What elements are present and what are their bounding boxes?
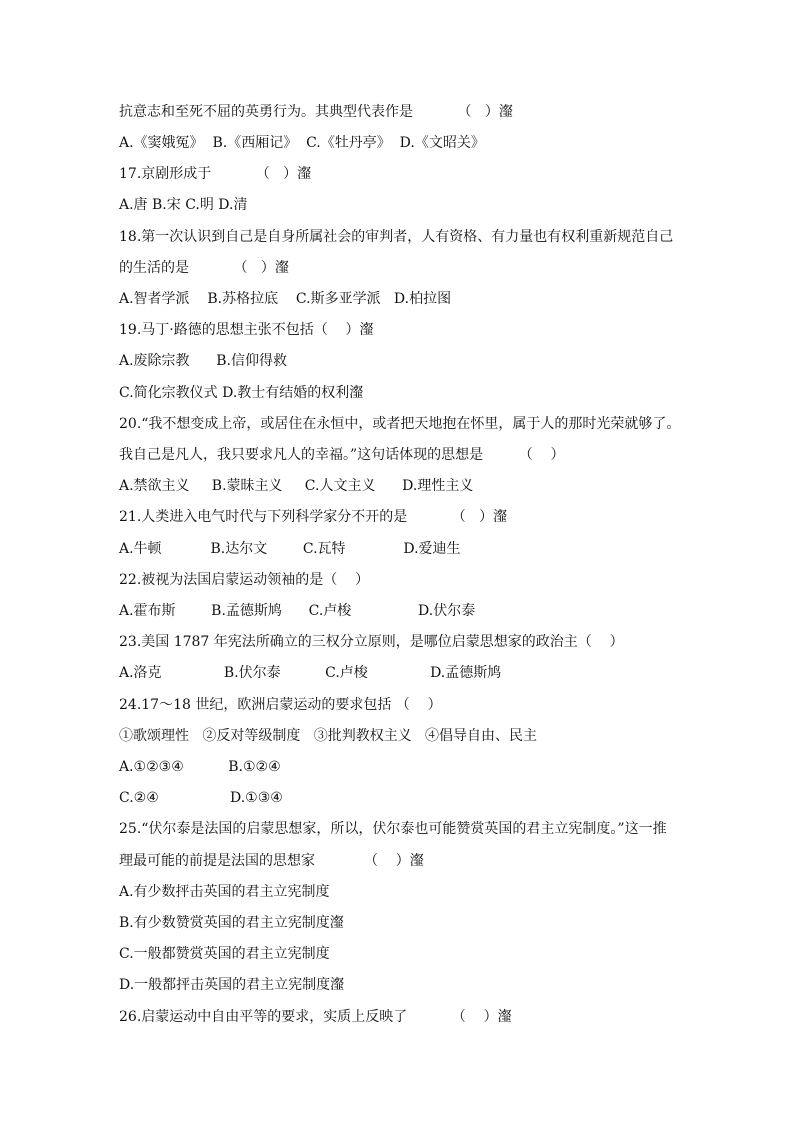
question-26-stem: 26.启蒙运动中自由平等的要求，实质上反映了 （ ）瀣 (119, 1009, 512, 1025)
question-25-option-a: A.有少数抨击英国的君主立宪制度 (119, 884, 330, 900)
question-23-options: A.洛克 B.伏尔泰 C.卢梭 D.孟德斯鸠 (119, 665, 502, 681)
question-19-options-row-2: C.简化宗教仪式 D.教士有结婚的权利瀣 (119, 385, 364, 401)
question-18-options: A.智者学派 B.苏格拉底 C.斯多亚学派 D.柏拉图 (119, 291, 452, 307)
question-24-options-row-2: C.②④ D.①③④ (119, 790, 283, 806)
question-18-stem-line-1: 18.第一次认识到自己是自身所属社会的审判者，人有资格、有力量也有权利重新规范自己 (119, 229, 674, 245)
question-25-option-b: B.有少数赞赏英国的君主立宪制度瀣 (119, 915, 344, 931)
question-19-stem: 19.马丁·路德的思想主张不包括（ ）瀣 (119, 322, 374, 338)
question-17-stem: 17.京剧形成于 （ ）瀣 (119, 166, 312, 182)
question-20-stem-line-2: 我自己是凡人，我只要求凡人的幸福。”这句话体现的思想是 （ ） (119, 447, 565, 463)
question-18-stem-line-2: 的生活的是 （ ）瀣 (119, 260, 289, 276)
question-22-options: A.霍布斯 B.孟德斯鸠 C.卢梭 D.伏尔泰 (119, 603, 476, 619)
question-20-stem-line-1: 20.“我不想变成上帝，或居住在永恒中，或者把天地抱在怀里，属于人的那时光荣就够了。 (119, 416, 681, 432)
question-25-option-c: C.一般都赞赏英国的君主立宪制度 (119, 946, 330, 962)
question-25-stem-line-2: 理最可能的前提是法国的思想家 （ ）瀣 (119, 853, 424, 869)
question-24-statements: ①歌颂理性 ②反对等级制度 ③批判教权主义 ④倡导自由、民主 (119, 728, 538, 744)
question-24-options-row-1: A.①②③④ B.①②④ (119, 759, 281, 775)
question-24-stem: 24.17～18 世纪，欧洲启蒙运动的要求包括 （ ） (119, 697, 442, 713)
question-20-options: A.禁欲主义 B.蒙昧主义 C.人文主义 D.理性主义 (119, 478, 474, 494)
question-17-options: A.唐 B.宋 C.明 D.清 (119, 197, 248, 213)
question-23-stem: 23.美国 1787 年宪法所确立的三权分立原则，是哪位启蒙思想家的政治主（ ） (119, 634, 624, 650)
question-16-options: A.《窦娥冤》 B.《西厢记》 C.《牡丹亭》 D.《文昭关》 (119, 135, 485, 151)
question-19-options-row-1: A.废除宗教 B.信仰得救 (119, 353, 287, 369)
question-21-options: A.牛顿 B.达尔文 C.瓦特 D.爱迪生 (119, 541, 461, 557)
question-21-stem: 21.人类进入电气时代与下列科学家分不开的是 （ ）瀣 (119, 509, 508, 525)
question-25-option-d: D.一般都抨击英国的君主立宪制度瀣 (119, 977, 345, 993)
question-25-stem-line-1: 25.“伏尔泰是法国的启蒙思想家，所以，伏尔泰也可能赞赏英国的君主立宪制度。”这一推 (119, 821, 667, 837)
question-16-stem-continuation: 抗意志和至死不屈的英勇行为。其典型代表作是 （ ）瀣 (119, 104, 513, 120)
question-22-stem: 22.被视为法国启蒙运动领袖的是（ ） (119, 572, 370, 588)
